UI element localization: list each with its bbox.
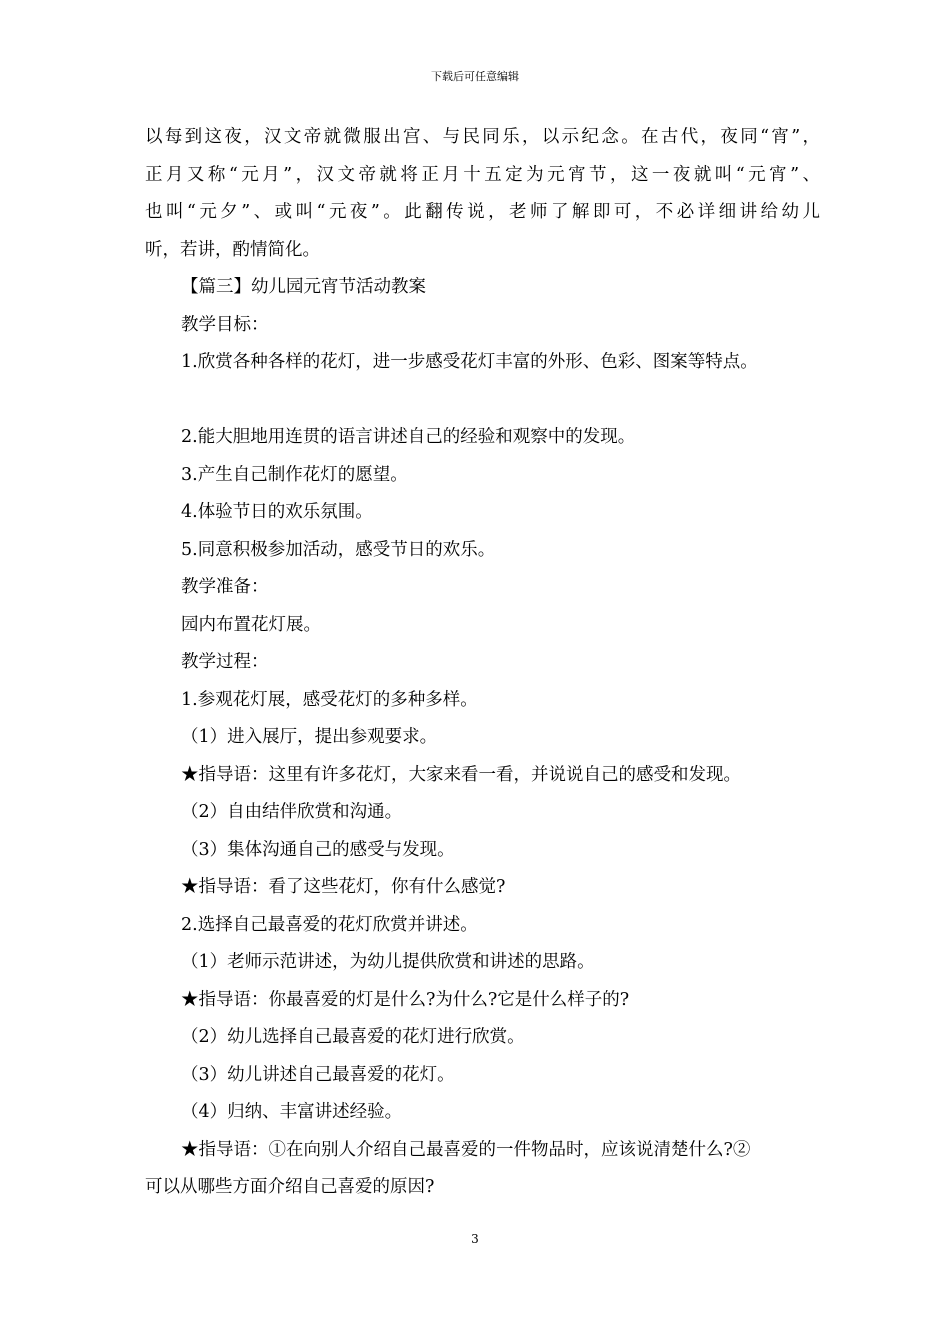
guidance-line-continued: 可以从哪些方面介绍自己喜爱的原因? bbox=[145, 1177, 435, 1197]
page-header: 下载后可任意编辑 bbox=[431, 70, 519, 83]
preparation-item: 园内布置花灯展。 bbox=[181, 614, 321, 635]
heading-objectives: 教学目标： bbox=[181, 314, 269, 335]
process-step: 2.选择自己最喜爱的花灯欣赏并讲述。 bbox=[181, 914, 478, 935]
process-substep: （1）老师示范讲述，为幼儿提供欣赏和讲述的思路。 bbox=[181, 952, 595, 972]
section-title: 【篇三】幼儿园元宵节活动教案 bbox=[181, 277, 426, 297]
text-line: 听，若讲，酌情简化。 bbox=[145, 239, 320, 260]
process-substep: （3）集体沟通自己的感受与发现。 bbox=[181, 839, 455, 860]
guidance-line: ★指导语：你最喜爱的灯是什么?为什么?它是什么样子的? bbox=[181, 989, 630, 1010]
process-substep: （4）归纳、丰富讲述经验。 bbox=[181, 1102, 403, 1122]
heading-process: 教学过程： bbox=[181, 652, 269, 672]
blank-line bbox=[145, 382, 820, 420]
process-substep: （3）幼儿讲述自己最喜爱的花灯。 bbox=[181, 1064, 455, 1085]
text-line: 也叫“元夕”、或叫“元夜”。此翻传说，老师了解即可，不必详细讲给幼儿 bbox=[145, 202, 820, 222]
page-number: 3 bbox=[471, 1232, 479, 1246]
paragraph-legend bbox=[145, 119, 820, 269]
process-substep: （2）幼儿选择自己最喜爱的花灯进行欣赏。 bbox=[181, 1027, 525, 1047]
process-step: 1.参观花灯展，感受花灯的多种多样。 bbox=[181, 689, 478, 710]
objective-item: 3.产生自己制作花灯的愿望。 bbox=[181, 464, 408, 485]
objective-item: 2.能大胆地用连贯的语言讲述自己的经验和观察中的发现。 bbox=[181, 427, 636, 447]
text-line: 以每到这夜，汉文帝就微服出宫、与民同乐，以示纪念。在古代，夜同“宵”， bbox=[145, 127, 820, 147]
guidance-line: ★指导语：这里有许多花灯，大家来看一看，并说说自己的感受和发现。 bbox=[181, 764, 741, 785]
objective-item: 1.欣赏各种各样的花灯，进一步感受花灯丰富的外形、色彩、图案等特点。 bbox=[181, 352, 758, 372]
objective-item: 5.同意积极参加活动，感受节日的欢乐。 bbox=[181, 539, 496, 560]
document-body bbox=[145, 119, 820, 1207]
process-substep: （1）进入展厅，提出参观要求。 bbox=[181, 727, 438, 747]
text-line: 正月又称“元月”，汉文帝就将正月十五定为元宵节，这一夜就叫“元宵”、 bbox=[145, 164, 820, 185]
guidance-line: ★指导语：①在向别人介绍自己最喜爱的一件物品时，应该说清楚什么?② bbox=[181, 1139, 751, 1160]
heading-preparation: 教学准备： bbox=[181, 577, 269, 597]
objective-item: 4.体验节日的欢乐氛围。 bbox=[181, 502, 373, 522]
guidance-line: ★指导语：看了这些花灯，你有什么感觉? bbox=[181, 877, 506, 897]
process-substep: （2）自由结伴欣赏和沟通。 bbox=[181, 802, 403, 822]
